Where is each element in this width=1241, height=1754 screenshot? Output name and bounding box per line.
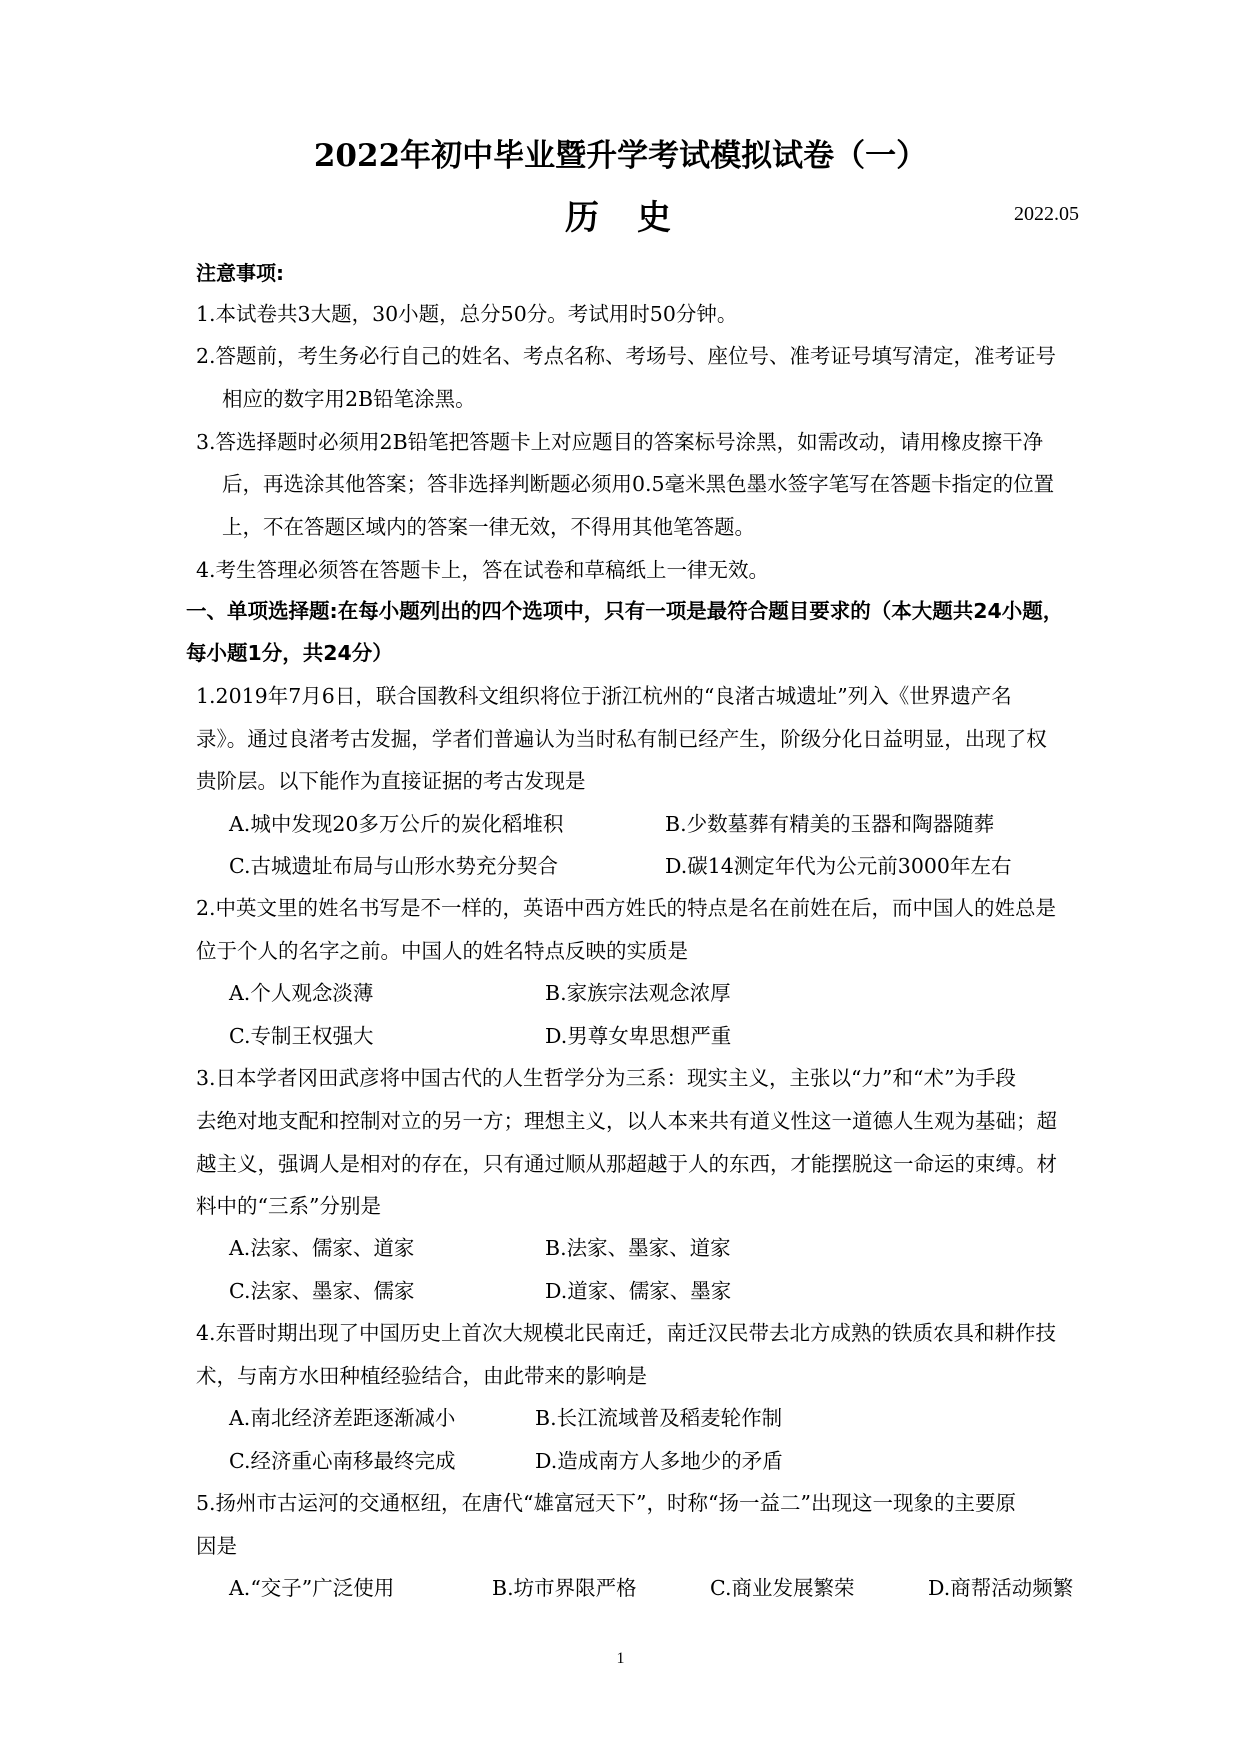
notice-line: 上，不在答题区域内的答案一律无效，不得用其他笔答题。 <box>222 515 755 539</box>
question-3-option-a: A.法家、儒家、道家 <box>229 1236 415 1260</box>
section-heading-cont: 每小题1分，共24分） <box>186 641 393 665</box>
exam-title: 2022年初中毕业暨升学考试模拟试卷（一） <box>313 138 928 174</box>
question-3-option-c: C.法家、墨家、儒家 <box>229 1279 415 1303</box>
question-2-line: 2.中英文里的姓名书写是不一样的，英语中西方姓氏的特点是名在前姓在后，而中国人的姓总是 <box>196 896 1057 920</box>
subject-title: 历史 <box>565 198 709 238</box>
question-4-line: 术，与南方水田种植经验结合，由此带来的影响是 <box>196 1364 647 1388</box>
question-1-line: 1.2019年7月6日，联合国教科文组织将位于浙江杭州的“良渚古城遗址”列入《世界遗产名 <box>196 684 1012 708</box>
question-4-option-a: A.南北经济差距逐渐减小 <box>229 1406 456 1430</box>
question-3-option-d: D.道家、儒家、墨家 <box>545 1279 732 1303</box>
question-3-line: 料中的“三系”分别是 <box>196 1194 381 1218</box>
notice-line: 3.答选择题时必须用2B铅笔把答题卡上对应题目的答案标号涂黑，如需改动，请用橡皮擦干净 <box>196 430 1044 454</box>
question-3-line: 3.日本学者冈田武彦将中国古代的人生哲学分为三系：现实主义，主张以“力”和“术”为手段 <box>196 1066 1016 1090</box>
page-number: 1 <box>616 1650 625 1667</box>
question-3-line: 去绝对地支配和控制对立的另一方；理想主义，以人本来共有道义性这一道德人生观为基础；超 <box>196 1109 1057 1133</box>
question-3-option-b: B.法家、墨家、道家 <box>545 1236 731 1260</box>
question-2-option-b: B.家族宗法观念浓厚 <box>545 981 731 1005</box>
question-5-option-a: A.“交子”广泛使用 <box>229 1576 395 1600</box>
question-1-option-b: B.少数墓葬有精美的玉器和陶器随葬 <box>665 812 995 836</box>
question-4-option-d: D.造成南方人多地少的矛盾 <box>535 1449 783 1473</box>
notice-line: 相应的数字用2B铅笔涂黑。 <box>222 387 476 411</box>
notice-line: 后，再选涂其他答案；答非选择判断题必须用0.5毫米黑色墨水签字笔写在答题卡指定的位置 <box>222 472 1055 496</box>
question-1-option-c: C.古城遗址布局与山形水势充分契合 <box>229 854 558 878</box>
question-5-option-c: C.商业发展繁荣 <box>710 1576 855 1600</box>
question-5-option-b: B.坊市界限严格 <box>492 1576 637 1600</box>
question-2-option-d: D.男尊女卑思想严重 <box>545 1024 732 1048</box>
question-5-line: 5.扬州市古运河的交通枢纽，在唐代“雄富冠天下”，时称“扬一益二”出现这一现象的主要原 <box>196 1491 1016 1515</box>
question-1-option-d: D.碳14测定年代为公元前3000年左右 <box>665 854 1012 878</box>
question-4-option-b: B.长江流域普及稻麦轮作制 <box>535 1406 783 1430</box>
exam-date: 2022.05 <box>1014 203 1079 225</box>
question-1-line: 录》。通过良渚考古发掘，学者们普遍认为当时私有制已经产生，阶级分化日益明显，出现了权 <box>196 727 1047 751</box>
section-heading: 一、单项选择题:在每小题列出的四个选项中，只有一项是最符合题目要求的（本大题共24小题， <box>186 599 1064 623</box>
question-1-line: 贵阶层。以下能作为直接证据的考古发现是 <box>196 769 586 793</box>
notice-heading: 注意事项: <box>196 261 284 285</box>
notice-line: 1.本试卷共3大题，30小题，总分50分。考试用时50分钟。 <box>196 302 738 326</box>
notice-line: 2.答题前，考生务必行自己的姓名、考点名称、考场号、座位号、准考证号填写清定，准考证号 <box>196 344 1057 368</box>
question-4-line: 4.东晋时期出现了中国历史上首次大规模北民南迁，南迁汉民带去北方成熟的铁质农具和耕作技 <box>196 1321 1057 1345</box>
question-2-option-c: C.专制王权强大 <box>229 1024 374 1048</box>
question-3-line: 越主义，强调人是相对的存在，只有通过顺从那超越于人的东西，才能摆脱这一命运的束缚。材 <box>196 1152 1057 1176</box>
question-2-line: 位于个人的名字之前。中国人的姓名特点反映的实质是 <box>196 939 688 963</box>
question-5-option-d: D.商帮活动频繁 <box>928 1576 1074 1600</box>
question-2-option-a: A.个人观念淡薄 <box>229 981 374 1005</box>
question-1-option-a: A.城中发现20多万公斤的炭化稻堆积 <box>229 812 564 836</box>
notice-line: 4.考生答理必须答在答题卡上，答在试卷和草稿纸上一律无效。 <box>196 558 770 582</box>
question-4-option-c: C.经济重心南移最终完成 <box>229 1449 456 1473</box>
question-5-line: 因是 <box>196 1534 237 1558</box>
